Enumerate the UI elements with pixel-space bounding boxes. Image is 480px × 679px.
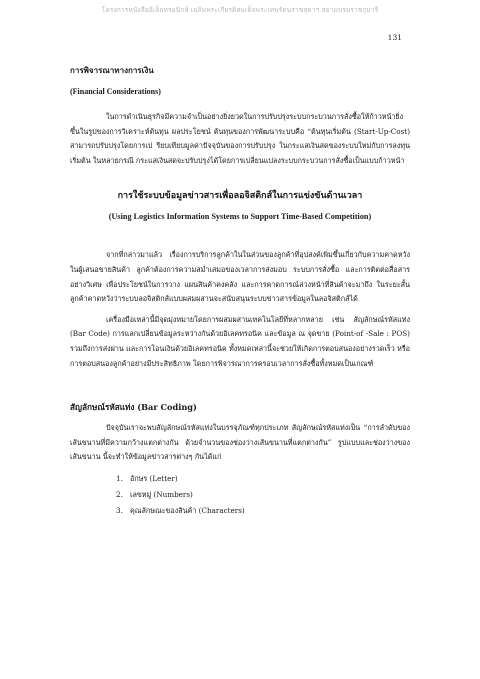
- list-item-text: เลขหมู่ (Numbers): [130, 489, 193, 499]
- chapter-title-thai: การใช้ระบบข้อมูลข่าวสารเพื่อลอจิสติกส์ในการแข่งขันด้านเวลา: [117, 191, 363, 202]
- list-item-text: อักษร (Letter): [130, 473, 178, 483]
- list-item-text: คุณลักษณะของสินค้า (Characters): [130, 505, 245, 515]
- paragraph-customer-service: จากที่กล่าวมาแล้ว เรื่องการบริการลูกค้าในในส่วนของลูกค้าที่อุปสงค์เพิ่มขึ้นเกี่ยวกับความคาดหวังในผู้เสนอขายสินค้า ลูกค้าต้องการความสม่ำเสมอของเวลาการส่งมอบ ระบบการสั่งซื้อ และการติดต่อสื่อสารอย่างวิเศษ เพื่อประโยชน์ในการวาง แผนสินค้าคงคลัง และการคาดการณ์ล่วงหน้าที่สินค้าจะมาถึง ในระยะสั้น ลูกค้าคาดหวังว่าระบบลอจิสติกส์แบบผสมผสานจะสนับสนุนระบบข่าวสารข้อมูลในลอจิสติกส์ได้: [70, 250, 410, 304]
- page-number: 131: [387, 33, 402, 42]
- list-item-number: 1.: [116, 473, 123, 483]
- list-item-number: 3.: [116, 505, 123, 515]
- chapter-title-english: (Using Logistics Information Systems to Support Time-Based Competition): [108, 212, 372, 222]
- paragraph-financial: ในการดำเนินธุรกิจมีความจำเป็นอย่างยิ่งยวดในการปรับปรุงระบบกระบวนการสั่งซื้อให้ก้าวหน้ายิ่งขึ้นในรูปของการวิเคราะห์ต้นทุน ผลประโยชน์ ต้นทุนของการพัฒนาระบบคือ “ต้นทุนเริ่มต้น (Start-Up-Cost) สามารถปรับปรุงโดยการเป รียบเทียบมูลค่าปัจจุบันของการปรับปรุง ในกระแสเงินสดของระบบใหม่กับการลงทุนเริ่มต้น ในหลายกรณี กระแสเงินสดจะปรับปรุงได้โดยการเปลี่ยนแปลงระบบกระบวนการสั่งซื้อเป็นแบบก้าวหน้า: [70, 112, 410, 165]
- list-item-number: 2.: [116, 489, 123, 499]
- section-heading-english: (Financial Considerations): [70, 87, 161, 96]
- bar-code-info-list: [70, 471, 410, 519]
- paragraph-bar-coding: ปัจจุบันเราจะพบสัญลักษณ์รหัสแท่งในบรรจุภัณฑ์ทุกประเภท สัญลักษณ์รหัสแท่งเป็น “การลำดับของเส้นขนานที่มีความกว้างแตกต่างกัน ด้วยจำนวนของช่องว่างเส้นขนานที่แตกต่างกัน” รูปแบบและช่องว่างของเส้นขนาน นี้จะทำให้ข้อมูลข่าวสารต่างๆ กันได้แก่: [70, 423, 410, 462]
- page-content: [70, 64, 410, 519]
- watermark-header: โครงการหนังสืออิเล็กทรอนิกส์ เฉลิมพระเกียรติสมเด็จพระเทพรัตนราชสุดาฯ สยามบรมราชกุมารี: [101, 6, 379, 14]
- section-heading-bar-coding: สัญลักษณ์รหัสแท่ง (Bar Coding): [70, 402, 197, 413]
- list-item: [70, 503, 410, 519]
- list-item: [70, 471, 410, 487]
- list-item: [70, 487, 410, 503]
- paragraph-technology-tools: เครื่องมือเหล่านี้มีจุดมุ่งหมายโดยการผสมผสานเทคโนโลยีที่หลากหลาย เช่น สัญลักษณ์รหัสแท่ง (Bar Code) การแลกเปลี่ยนข้อมูลระหว่างกันด้วยอิเลคทรอนิค และข้อมูล ณ จุดขาย (Point-of -Sale : POS) รวมถึงการส่งผ่าน และการโอนเงินด้วยอิเลคทรอนิค ทั้งหมดเหล่านี้จะช่วยให้เกิดการตอบสนองอย่างรวดเร็ว หรือการตอบสนองลูกค้าอย่างมีประสิทธิภาพ โดยการพิจารณาการครอบเวลาการสั่งซื้อทั้งหมดเป็นเกณฑ์: [70, 314, 410, 368]
- section-heading-thai: การพิจารณาทางการเงิน: [70, 65, 154, 75]
